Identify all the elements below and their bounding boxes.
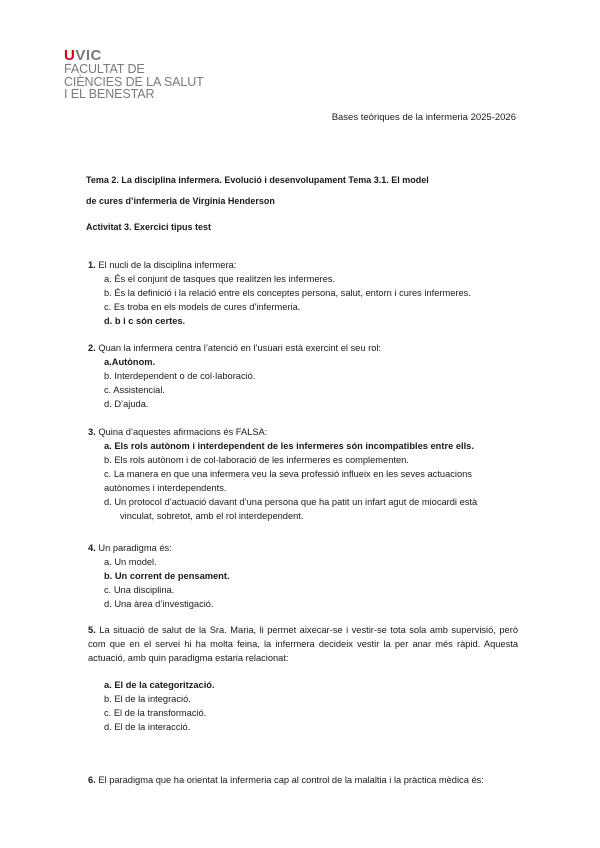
question-text: Quina d’aquestes afirmacions és FALSA: — [95, 427, 268, 437]
question-text: La situació de salut de la Sra. Maria, li permet aixecar-se i vestir-se tota sola amb supervisió, però com que en el servei hi ha molta feina, la infermera decideix vestir la per anar més ràpid. Aquesta actuació, amb quin paradigma estaria relacionat: — [88, 625, 518, 663]
question-text: Quan la infermera centra l’atenció en l’usuari està exercint el seu rol: — [95, 343, 382, 353]
question-5: 5. La situació de salut de la Sra. Maria, li permet aixecar-se i vestir-se tota sola amb supervisió, però com que en el servei hi ha molta feina, la infermera decideix vestir la per anar més ràpid. Aquesta actuació, amb quin paradigma estaria relacionat: a. El de la categorització. b. El de la integració. c. El de la transformació. d. El de la interacció. — [88, 625, 518, 732]
tema-heading — [86, 170, 526, 212]
option-b: b. És la definició i la relació entre els conceptes persona, salut, entorn i cures infermeres. — [104, 288, 471, 298]
activity-title: Activitat 3. Exercici tipus test — [86, 222, 212, 232]
uvic-logo — [64, 48, 204, 101]
option-a: a. Un model. — [104, 557, 157, 567]
option-c: c. La manera en que una infermera veu la seva professió influeix en les seves actuacions — [104, 469, 472, 479]
tema-line-1: Tema 2. La disciplina infermera. Evolució i desenvolupament Tema 3.1. El model — [86, 175, 429, 185]
option-b: b. El de la integració. — [104, 694, 191, 704]
question-4: 4. Un paradigma és: a. Un model. b. Un corrent de pensament. c. Una disciplina. d. Una àrea d’investigació. — [88, 541, 518, 611]
question-2: 2. Quan la infermera centra l’atenció en l’usuari està exercint el seu rol: a.Autònom. b. Interdependent o de col·laboració. c. Assistencial. d. D’ajuda. — [88, 341, 518, 411]
option-c: c. Es troba en els models de cures d’infermeria. — [104, 302, 301, 312]
option-a: a. És el conjunt de tasques que realitzen les infermeres. — [104, 274, 336, 284]
option-d: d. El de la interacció. — [104, 722, 191, 732]
question-text: El nucli de la disciplina infermera: — [95, 260, 237, 270]
question-3: 3. Quina d’aquestes afirmacions és FALSA: a. Els rols autònom i interdependent de les infermeres són incompatibles entre ells. b. Els rols autònom i de col·laboració de les infermeres es complementen. c. La manera en que una infermera veu la seva professió influeix en les seves actuacions autònomes i interdependents. d. Un protocol d’actuació davant d’una persona que ha patit un infart agut de miocardi està vinculat, sobretot, amb el rol interdependent. — [88, 425, 518, 523]
option-d-continued: vinculat, sobretot, amb el rol interdependent. — [120, 511, 304, 521]
option-b: b. Interdependent o de col·laboració. — [104, 371, 256, 381]
logo-line-1: FACULTAT DE — [64, 62, 145, 76]
option-b: b. Els rols autònom i de col·laboració de les infermeres es complementen. — [104, 455, 409, 465]
question-text: Un paradigma és: — [95, 543, 172, 553]
option-a-correct: a. El de la categorització. — [104, 680, 215, 690]
option-d: d. D’ajuda. — [104, 399, 149, 409]
logo-brand: UVIC — [64, 47, 102, 64]
logo-line-3: I EL BENESTAR — [64, 87, 155, 101]
option-d: d. Un protocol d’actuació davant d’una persona que ha patit un infart agut de miocardi està — [104, 497, 478, 507]
option-c: c. Assistencial. — [104, 385, 165, 395]
option-c-continued: autònomes i interdependents. — [104, 483, 227, 493]
logo-line-2: CIÈNCIES DE LA SALUT — [64, 74, 204, 89]
question-6: 6. El paradigma que ha orientat la infermeria cap al control de la malaltia i la pràctica mèdica és: — [88, 775, 484, 785]
course-title: Bases teòriques de la infermeria 2025-2026 — [331, 112, 516, 123]
option-a-correct: a.Autònom. — [104, 357, 156, 367]
question-1: 1. El nucli de la disciplina infermera: a. És el conjunt de tasques que realitzen les infermeres. b. És la definició i la relació entre els conceptes persona, salut, entorn i cures infermeres. c. Es troba en els models de cures d’infermeria. d. b i c són certes. — [88, 258, 518, 328]
option-d-correct: d. b i c són certes. — [104, 316, 186, 326]
option-d: d. Una àrea d’investigació. — [104, 599, 214, 609]
option-a-correct: a. Els rols autònom i interdependent de les infermeres són incompatibles entre ells. — [104, 441, 474, 451]
tema-line-2: de cures d’infermeria de Virginia Henderson — [86, 196, 275, 206]
option-c: c. Una disciplina. — [104, 585, 175, 595]
option-b-correct: b. Un corrent de pensament. — [104, 571, 230, 581]
option-c: c. El de la transformació. — [104, 708, 207, 718]
question-text: El paradigma que ha orientat la infermeria cap al control de la malaltia i la pràctica mèdica és: — [95, 775, 484, 785]
